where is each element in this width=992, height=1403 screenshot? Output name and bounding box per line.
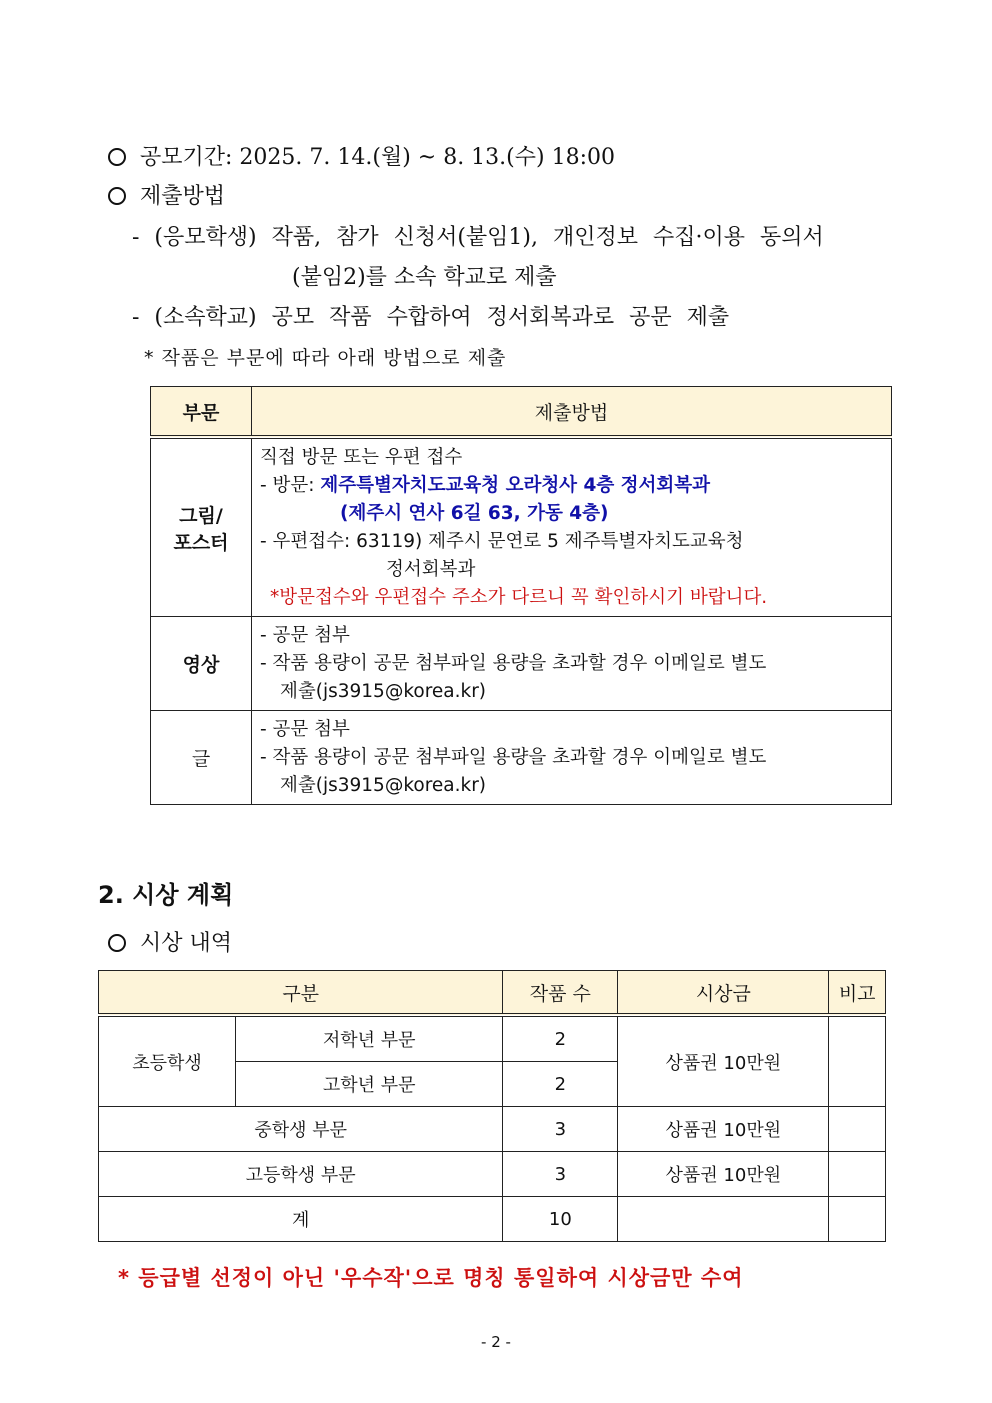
total-remark — [829, 1197, 886, 1242]
elementary-remark — [829, 1015, 886, 1107]
school-line: - (소속학교) 공모 작품 수합하여 정서회복과로 공문 제출 — [132, 305, 730, 330]
middle-remark — [829, 1107, 886, 1152]
student-line-1: - (응모학생) 작품, 참가 신청서(붙임1), 개인정보 수집·이용 동의서 — [132, 225, 824, 250]
upper-grade-count: 2 — [503, 1062, 618, 1107]
submission-note: * 작품은 부문에 따라 아래 방법으로 제출 — [144, 347, 507, 369]
circle-bullet-icon — [108, 187, 126, 205]
middle-prize: 상품권 10만원 — [618, 1107, 829, 1152]
row-video — [151, 617, 892, 711]
awards-table — [98, 970, 886, 1242]
elementary-prize: 상품권 10만원 — [618, 1015, 829, 1107]
header-method: 제출방법 — [252, 387, 892, 438]
lower-grade-count: 2 — [503, 1015, 618, 1062]
awards-footnote: * 등급별 선정이 아닌 '우수작'으로 명칭 통일하여 시상금만 수여 — [118, 1266, 744, 1290]
section-heading: 2. 시상 계획 — [98, 881, 234, 909]
drawing-visit: - 방문: 제주특별자치도교육청 오라청사 4층 정서회복과 — [260, 475, 711, 496]
awards-subheading-line — [108, 926, 232, 957]
submission-method-table — [150, 386, 892, 805]
drawing-warning: *방문접수와 우편접수 주소가 다르니 꼭 확인하시기 바랍니다. — [270, 587, 768, 608]
period-label: 공모기간: 2025. 7. 14.(월) ~ 8. 13.(수) 18:00 — [140, 145, 615, 170]
high-count: 3 — [503, 1152, 618, 1197]
middle-count: 3 — [503, 1107, 618, 1152]
high-label: 고등학생 부문 — [99, 1152, 503, 1197]
header-count: 작품 수 — [503, 971, 618, 1016]
method-writing: - 공문 첨부 - 작품 용량이 공문 첨부파일 용량을 초과할 경우 이메일로 별도 제출(js3915@korea.kr) — [252, 711, 892, 805]
header-category: 부문 — [151, 387, 252, 438]
circle-bullet-icon — [108, 934, 126, 952]
total-prize — [618, 1197, 829, 1242]
high-prize: 상품권 10만원 — [618, 1152, 829, 1197]
lower-grade-label: 저학년 부문 — [236, 1015, 503, 1062]
middle-label: 중학생 부문 — [99, 1107, 503, 1152]
page-number: - 2 - — [481, 1333, 511, 1351]
row-drawing — [151, 437, 892, 617]
student-line-2: (붙임2)를 소속 학교로 제출 — [292, 265, 557, 290]
table-row — [99, 1152, 886, 1197]
awards-subheading: 시상 내역 — [140, 931, 233, 956]
elementary-label: 초등학생 — [99, 1015, 236, 1107]
category-video: 영상 — [151, 617, 252, 711]
high-remark — [829, 1152, 886, 1197]
category-writing: 글 — [151, 711, 252, 805]
drawing-mail-1: - 우편접수: 63119) 제주시 문연로 5 제주특별자치도교육청 — [260, 531, 744, 552]
total-count: 10 — [503, 1197, 618, 1242]
circle-bullet-icon — [108, 148, 126, 166]
table-row — [99, 1197, 886, 1242]
visit-place: 제주특별자치도교육청 오라청사 4층 정서회복과 — [320, 475, 711, 496]
drawing-intro: 직접 방문 또는 우편 접수 — [260, 447, 463, 468]
header-division: 구분 — [99, 971, 503, 1016]
submission-title-line — [108, 179, 225, 210]
table-row — [99, 1107, 886, 1152]
visit-address: (제주시 연사 6길 63, 가동 4층) — [340, 503, 609, 524]
period-line — [108, 140, 615, 171]
method-video: - 공문 첨부 - 작품 용량이 공문 첨부파일 용량을 초과할 경우 이메일로 별도 제출(js3915@korea.kr) — [252, 617, 892, 711]
header-prize: 시상금 — [618, 971, 829, 1016]
table-row — [99, 1015, 886, 1062]
submission-title: 제출방법 — [140, 184, 226, 209]
total-label: 계 — [99, 1197, 503, 1242]
category-drawing: 그림/ 포스터 — [151, 437, 252, 617]
method-drawing — [252, 437, 892, 617]
row-writing — [151, 711, 892, 805]
drawing-mail-2: 정서회복과 — [386, 559, 476, 580]
upper-grade-label: 고학년 부문 — [236, 1062, 503, 1107]
header-remark: 비고 — [829, 971, 886, 1016]
